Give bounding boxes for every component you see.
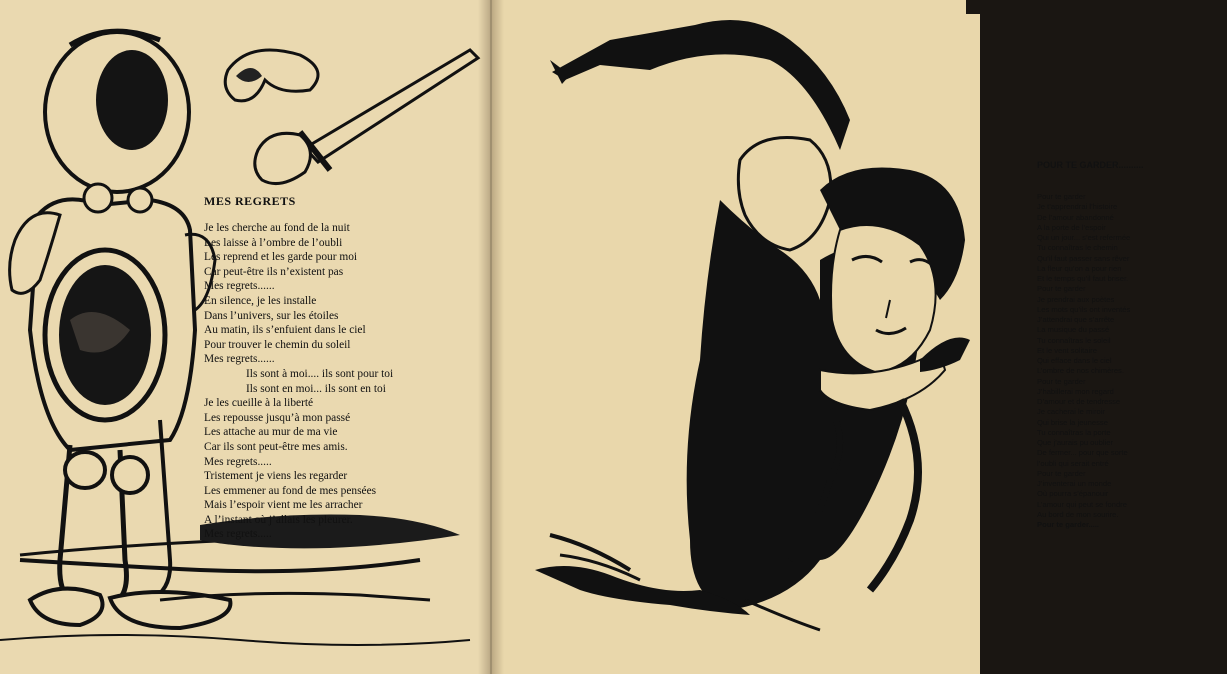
poem-line: Tristement je viens les regarder bbox=[204, 470, 348, 483]
poem-line: Les emmener au fond de mes pensées bbox=[204, 484, 377, 497]
poem-line: Les repousse jusqu’à mon passé bbox=[204, 411, 351, 424]
left-page bbox=[0, 0, 490, 674]
poem-line: A la porte de l’espoir bbox=[1037, 222, 1106, 232]
poem-line: Les reprend et les garde pour moi bbox=[204, 251, 358, 264]
poem-line: D’amour et de tendresse bbox=[1037, 397, 1121, 406]
poem-line: Mes regrets..... bbox=[204, 528, 272, 541]
poem-line: Au matin, ils s’enfuient dans le ciel bbox=[204, 324, 366, 337]
poem-line: La musique du passé bbox=[1037, 325, 1110, 335]
poem-line: Qui efface dans le ciel bbox=[1037, 356, 1112, 365]
poem-line: Mes regrets..... bbox=[204, 455, 272, 468]
poem-line: J’inventerai un monde bbox=[1037, 479, 1112, 488]
poem-line: Car peut-être ils n’existent pas bbox=[204, 265, 344, 278]
poem-line: De fermer... pour que sorte bbox=[1037, 448, 1128, 458]
poem-line: Les attache au mur de ma vie bbox=[204, 426, 338, 439]
poem-line: Pour te garder bbox=[1037, 284, 1086, 294]
poem-line: Je prendrai aux poètes bbox=[1037, 294, 1115, 304]
poem-line: De l’amour abandonné bbox=[1037, 212, 1114, 222]
poem-line: Où pourra s’épanouir bbox=[1037, 489, 1109, 499]
poem-line: L’amour qui peut se fondre bbox=[1037, 499, 1127, 509]
poem-mes-regrets bbox=[204, 194, 454, 542]
poem-line: Qui un jour... s’est refermée bbox=[1037, 233, 1131, 242]
poem-line: Je les cueille à la liberté bbox=[204, 397, 314, 410]
poem-line: Pour te garder bbox=[1037, 376, 1086, 386]
poem-line: Qui brise la jeunesse bbox=[1037, 417, 1108, 427]
poem-line: Que j’aurais pu oublier bbox=[1037, 438, 1113, 447]
poem-line: Car ils sont peut-être mes amis. bbox=[204, 440, 348, 453]
poem-line: Pour te garder bbox=[1037, 192, 1086, 201]
poem-line: Je cacherai le miroir bbox=[1037, 407, 1105, 417]
page-gutter bbox=[478, 0, 504, 674]
poem-line: Mes regrets...... bbox=[204, 353, 275, 366]
poem-line: L’ombre de nos chimères. bbox=[1037, 366, 1124, 376]
poem-line: Mes regrets...... bbox=[204, 280, 275, 293]
poem-line: Dans l’univers, sur les étoiles bbox=[204, 309, 339, 322]
poem-line: Je t’apprendrai l’histoire bbox=[1037, 202, 1118, 212]
poem-line: J’habillerai mon regard bbox=[1037, 386, 1114, 396]
poem-line: Les mots qu’ils ont inventés bbox=[1037, 304, 1131, 314]
poem-line: Ils sont en moi... ils sont en toi bbox=[246, 382, 386, 395]
poem-line: Ils sont à moi.... ils sont pour toi bbox=[246, 367, 394, 380]
poem-line: A l’instant où j’allais les pleurer. bbox=[204, 513, 353, 526]
page-corner bbox=[966, 0, 980, 14]
poem-line: Je les cherche au fond de la nuit bbox=[204, 222, 350, 234]
poem-line: Qu’il faut passer sans rêver bbox=[1037, 253, 1130, 263]
poem-line: Tu connaîtras le chemin bbox=[1037, 243, 1118, 253]
poem-line: Pour trouver le chemin du soleil bbox=[204, 338, 351, 351]
poem-line: Pour te garder..... bbox=[1037, 520, 1100, 529]
poem-line: En silence, je les installe bbox=[204, 294, 317, 307]
poem-line: Pour te garder bbox=[1037, 468, 1086, 478]
poem-line: Au bord de mon sourire. bbox=[1037, 509, 1119, 519]
poem-title: MES REGRETS bbox=[204, 194, 296, 208]
couple-illustration bbox=[490, 0, 980, 674]
poem-line: Mais l’espoir vient me les arracher bbox=[204, 499, 363, 512]
poem-line: Tu connaîtras la porte bbox=[1037, 427, 1111, 437]
poem-line: Et le vent solitaire bbox=[1037, 345, 1097, 355]
poem-pour-te-garder bbox=[1037, 160, 1227, 530]
poem-line: Tu connaîtras le soleil bbox=[1037, 335, 1111, 345]
poem-line: La fleur qu’on a pour rien bbox=[1037, 263, 1122, 273]
poem-line: l’oubli qui serait entré bbox=[1037, 458, 1109, 468]
poem-line: Les laisse à l’ombre de l’oubli bbox=[204, 236, 343, 249]
poem-line: J’attendrai que s’arrête bbox=[1037, 315, 1115, 324]
right-page bbox=[490, 0, 1144, 674]
poem-title: POUR TE GARDER.......... bbox=[1037, 160, 1144, 170]
poem-line: Et le temps qu’il faut briser. bbox=[1037, 274, 1129, 283]
